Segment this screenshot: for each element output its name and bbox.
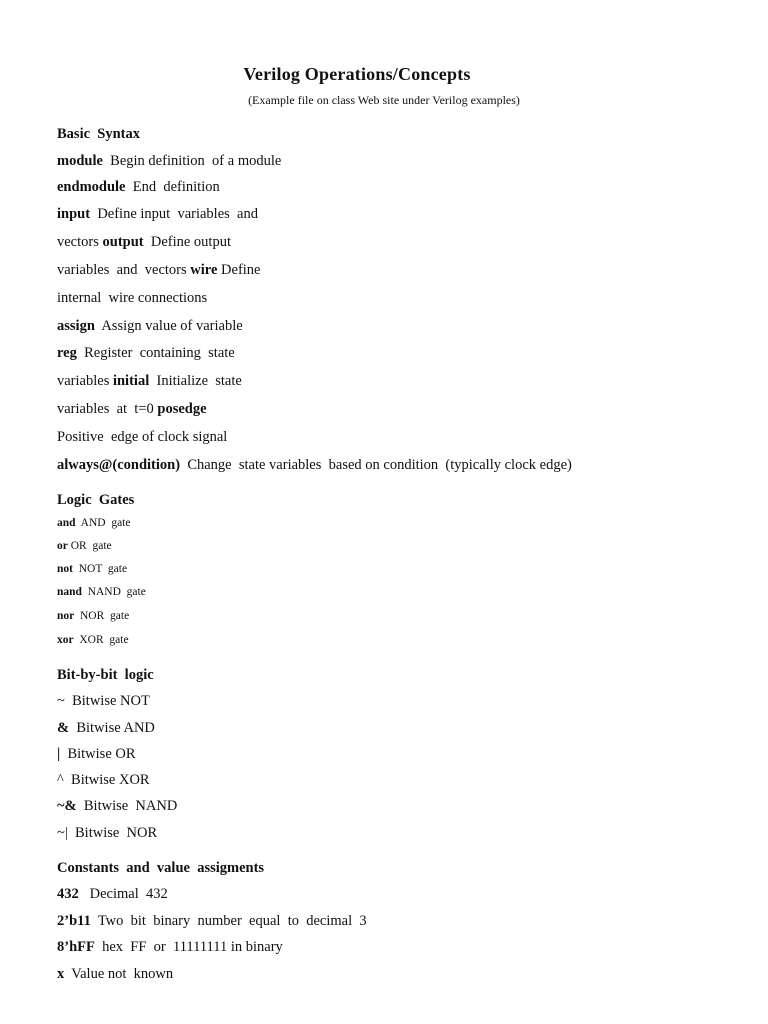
section-heading-bitwise: Bit-by-bit logic [57,667,154,683]
syntax-line [57,205,258,223]
syntax-line [57,261,260,279]
keyword: posedge [157,401,207,417]
description: Two bit binary number equal to decimal 3 [90,913,367,929]
keyword: and [57,517,76,529]
syntax-line [57,400,207,418]
syntax-line [57,317,243,335]
keyword: output [102,234,144,250]
description: Define input variables and [90,206,258,222]
operator: | [57,746,61,762]
description: Define output [143,234,231,250]
constant-line [57,965,173,983]
description: Register containing state [76,345,235,361]
description: Decimal 432 [78,886,168,902]
syntax-line [57,372,242,390]
description: OR gate [67,540,112,552]
operator: ~& [57,798,77,814]
keyword: reg [57,345,77,361]
description: AND gate [75,517,131,529]
syntax-line [57,428,227,446]
constant-line [57,938,283,956]
syntax-line [57,289,207,307]
constant-line [57,885,168,903]
description: Positive edge of clock signal [57,429,228,445]
document-title: Verilog Operations/Concepts [243,64,471,84]
gate-line [57,633,129,647]
description: hex FF or 11111111 in binary [94,939,283,955]
description: Define [217,262,261,278]
bitwise-line [57,771,150,789]
bitwise-line [57,745,136,763]
bitwise-line [57,824,157,842]
description: NAND gate [81,586,146,598]
description: variables and vectors [57,262,191,278]
description: vectors [57,234,103,250]
section-heading-basic-syntax: Basic Syntax [57,126,140,142]
keyword: initial [112,373,150,389]
keyword: module [57,153,103,169]
description: XOR gate [73,634,129,646]
description: End definition [125,179,220,195]
description: Begin definition of a module [102,153,282,169]
section-heading-logic-gates: Logic Gates [57,492,135,508]
description: Bitwise OR [60,746,136,762]
description: Bitwise AND [69,720,155,736]
keyword: wire [190,262,218,278]
operator: & [57,720,70,736]
description: Initialize state [149,373,242,389]
syntax-line [57,456,572,474]
description: Change state variables based on condition (typically clock edge) [180,457,572,473]
syntax-line [57,152,281,170]
description: NOT gate [72,563,128,575]
description: ~ Bitwise NOT [57,693,150,709]
syntax-line [57,344,235,362]
syntax-line [57,178,220,196]
keyword: nor [57,610,75,622]
keyword: assign [57,318,95,334]
keyword: always@(condition) [57,457,181,473]
description: Bitwise NAND [76,798,178,814]
keyword: not [57,563,73,575]
description: variables at t=0 [57,401,158,417]
keyword: or [57,540,68,552]
keyword: nand [57,586,82,598]
gate-line [57,562,127,576]
keyword: endmodule [57,179,126,195]
gate-line [57,516,130,530]
bitwise-line [57,692,150,710]
syntax-line [57,233,231,251]
gate-line [57,539,112,553]
gate-line [57,609,129,623]
bitwise-line [57,797,177,815]
description: variables [57,373,113,389]
gate-line [57,585,146,599]
description: ~| Bitwise NOR [57,825,158,841]
description: internal wire connections [57,290,208,306]
literal: 2’b11 [57,913,91,929]
constant-line [57,912,367,930]
bitwise-line [57,719,155,737]
section-heading-constants: Constants and value assigments [57,860,265,876]
literal: 8’hFF [57,939,95,955]
keyword: input [57,206,91,222]
description: Assign value of variable [94,318,243,334]
description: Value not known [64,966,174,982]
description: NOR gate [74,610,130,622]
literal: 432 [57,886,79,902]
keyword: xor [57,634,74,646]
literal: x [57,966,65,982]
document-subtitle: (Example file on class Web site under Verilog examples) [248,93,520,107]
description: ^ Bitwise XOR [57,772,150,788]
